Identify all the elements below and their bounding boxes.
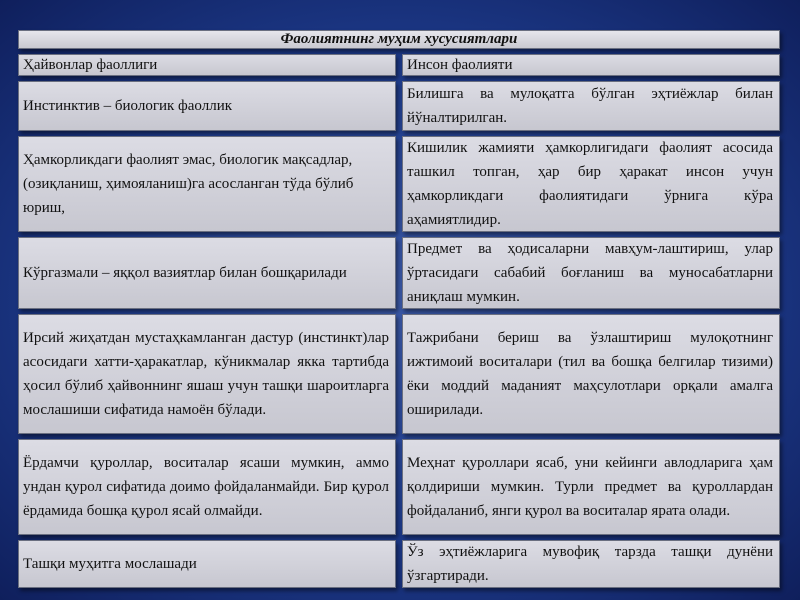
- animal-cell: [18, 314, 396, 434]
- table-row: [18, 439, 780, 535]
- cell-text: Кишилик жамияти ҳамкорлигидаги фаолият асосида ташкил топган, ҳар бир ҳаракат инсон учун ҳамкорликдаги фаолиятидаги ўрнига кўра аҳамиятлидир.: [407, 140, 773, 228]
- cell-text: Предмет ва ҳодисаларни мавҳум-лаштириш, улар ўртасидаги сабабий боғланиш ва муносабатларни аниқлаш мумкин.: [407, 241, 773, 305]
- cell-text: Ташқи муҳитга мослашади: [23, 556, 197, 572]
- header-right-text: Инсон фаолияти: [407, 57, 513, 73]
- header-animal-activity: [18, 54, 396, 76]
- table-row: [18, 540, 780, 588]
- human-cell: [402, 314, 780, 434]
- header-row: [18, 54, 780, 76]
- cell-text: Кўргазмали – яққол вазиятлар билан бошқарилади: [23, 265, 347, 281]
- cell-text: Инстинктив – биологик фаоллик: [23, 98, 233, 114]
- comparison-table: [18, 30, 780, 584]
- animal-cell: [18, 81, 396, 131]
- cell-text: Ўз эҳтиёжларига мувофиқ тарзда ташқи дунёни ўзгартиради.: [407, 544, 773, 584]
- header-left-text: Ҳайвонлар фаоллиги: [23, 57, 158, 73]
- cell-text: Тажрибани бериш ва ўзлаштириш мулоқотнинг ижтимоий воситалари (тил ва бошқа белгилар тизими) ёки моддий маданият маҳсулотлари орқали амалга оширилади.: [407, 330, 773, 418]
- human-cell: [402, 136, 780, 232]
- cell-text: Ирсий жиҳатдан мустаҳкамланган дастур (инстинкт)лар асосидаги хатти-ҳаракатлар, кўникмалар якка тартибда ҳосил бўлиб ҳайвоннинг яшаш учун ташқи шароитларга мослашиши сифатида намоён бўлади.: [23, 330, 389, 418]
- header-human-activity: [402, 54, 780, 76]
- table-row: [18, 81, 780, 131]
- animal-cell: [18, 540, 396, 588]
- cell-text: Ёрдамчи қуроллар, воситалар ясаши мумкин, аммо ундан қурол сифатида доимо фойдаланмайди. Бир қурол ёрдамида бошқа қурол ясай олмайди.: [23, 455, 389, 519]
- human-cell: [402, 439, 780, 535]
- cell-text: Билишга ва мулоқатга бўлган эҳтиёжлар билан йўналтирилган.: [407, 86, 773, 126]
- human-cell: [402, 81, 780, 131]
- table-row: [18, 136, 780, 232]
- animal-cell: [18, 136, 396, 232]
- human-cell: [402, 237, 780, 309]
- animal-cell: [18, 439, 396, 535]
- table-row: [18, 314, 780, 434]
- animal-cell: [18, 237, 396, 309]
- table-title: Фаолиятнинг муҳим хусусиятлари: [18, 30, 780, 49]
- table-row: [18, 237, 780, 309]
- cell-text: Меҳнат қуроллари ясаб, уни кейинги авлодларига ҳам қолдириши мумкин. Турли предмет ва қуроллардан фойдаланиб, янги қурол ва воситалар ярата олади.: [407, 455, 773, 519]
- cell-text: Ҳамкорликдаги фаолият эмас, биологик мақсадлар, (озиқланиш, ҳимояланиш)га асосланган тўда бўлиб юриш,: [23, 152, 354, 216]
- human-cell: [402, 540, 780, 588]
